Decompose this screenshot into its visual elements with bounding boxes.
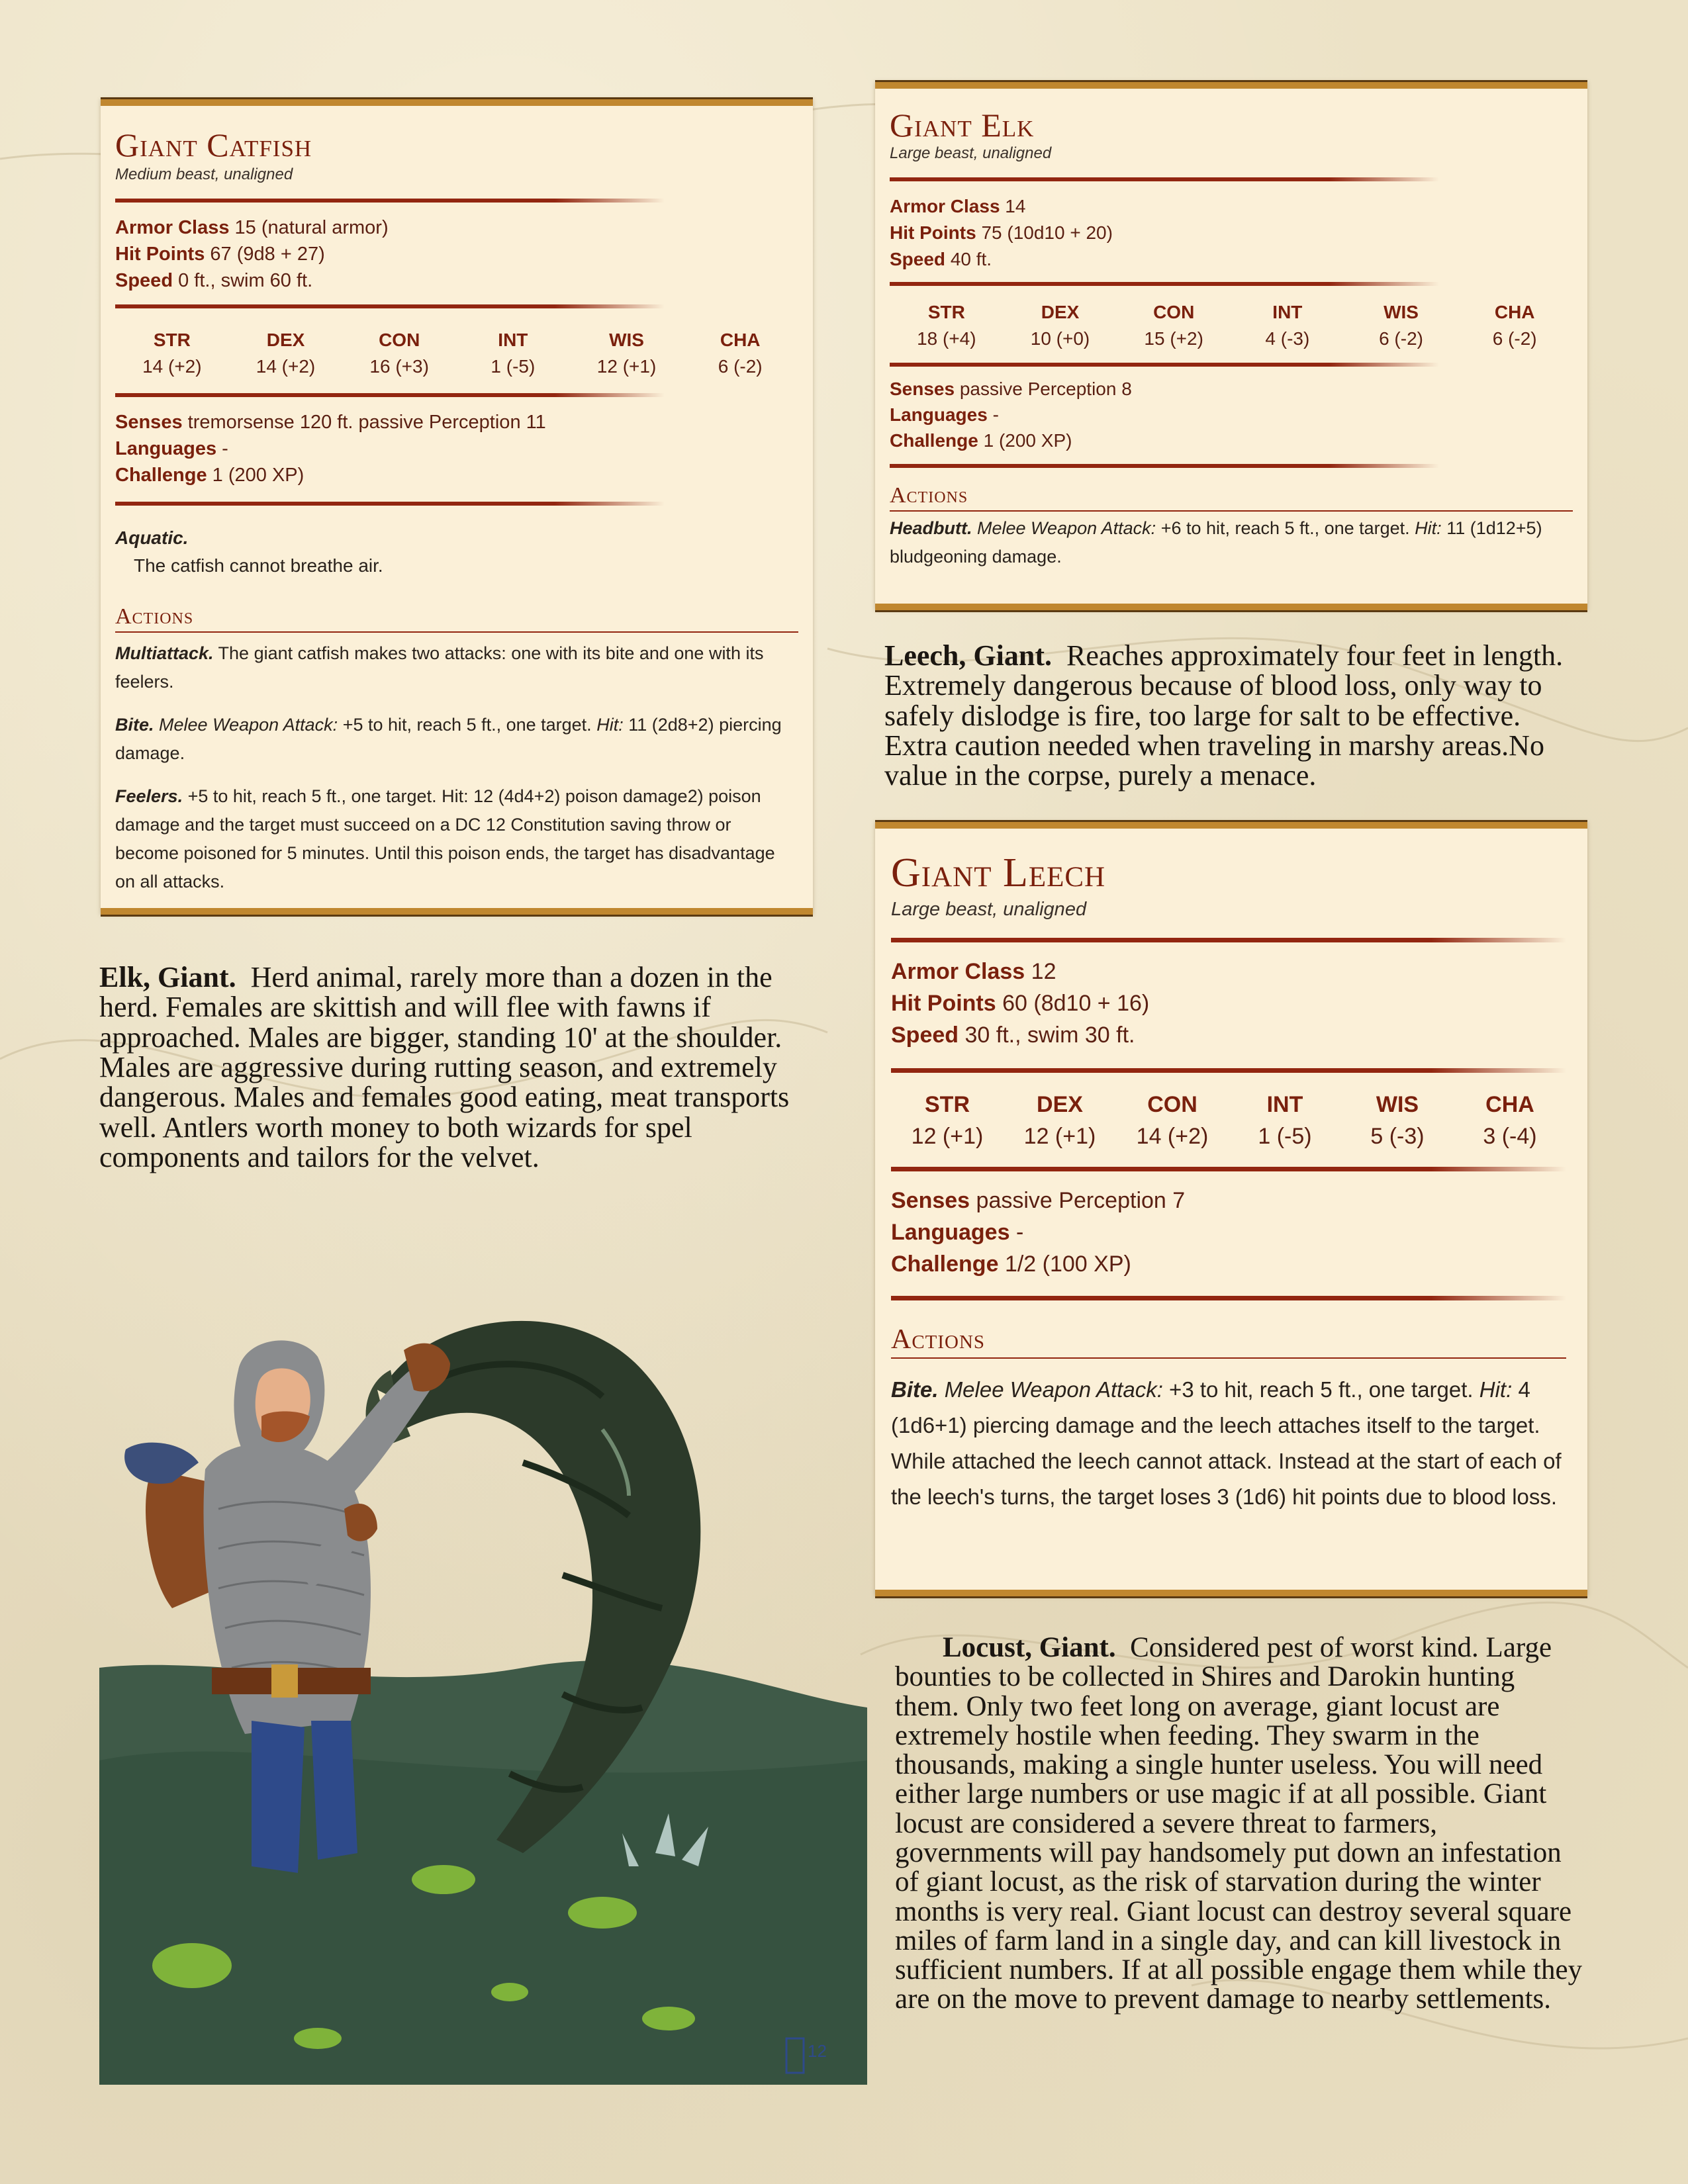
lore-leech-text: Reaches approximately four feet in length. Extremely dangerous because of blood loss, only way to safely dislodge is fire, too large for salt to be effective. Extra caution needed when traveling in marshy areas.No value in the corpse, purely a menace. [884,639,1564,792]
catfish-statblock [101,99,813,915]
divider [890,282,1439,286]
divider [115,393,665,397]
leech-name: Giant Leech [891,850,1106,895]
catfish-trait-name: Aquatic. [115,527,189,548]
leech-challenge: Challenge 1/2 (100 XP) [891,1251,1131,1277]
ability-con: CON 16 (+3) [369,330,429,377]
elk-languages: Languages - [890,404,999,425]
catfish-ability-scores [115,327,797,380]
ability-dex: DEX 10 (+0) [1030,302,1090,349]
divider [891,1068,1566,1073]
lore-elk-text: Herd animal, rarely more than a dozen in the herd. Females are skittish and will flee with fawns if approached. Males are bigger, standing 10' at the shoulder. Males are aggressive during rutting season, and extremely dangerous. Males and females good eating, meat transports well. Antlers worth money to both wizards for spel components and tailors for the velvet. [99,961,790,1173]
catfish-bite: Bite. Melee Weapon Attack: +5 to hit, reach 5 ft., one target. Hit: 11 (2d8+2) piercing damage. [115,715,782,763]
divider [115,304,665,308]
lore-elk [99,962,814,1172]
ability-wis: WIS 6 (-2) [1379,302,1423,349]
divider [891,1296,1566,1300]
ability-cha: CHA 3 (-4) [1483,1092,1537,1149]
ability-dex: DEX 14 (+2) [256,330,316,377]
catfish-speed: Speed 0 ft., swim 60 ft. [115,270,313,291]
catfish-trait-text: The catfish cannot breathe air. [134,555,383,576]
catfish-feelers: Feelers. +5 to hit, reach 5 ft., one target. Hit: 12 (4d4+2) poison damage2) poison damage and the target must succeed on a DC 12 Constitution saving throw or become poisoned for 5 minutes. Until this poison ends, the target has disadvantage on all attacks. [115,786,775,891]
elk-statblock [875,82,1587,610]
leech-speed: Speed 30 ft., swim 30 ft. [891,1023,1135,1048]
divider [890,177,1439,181]
leech-languages: Languages - [891,1220,1024,1245]
elk-actions-header: Actions [890,481,1573,512]
catfish-name: Giant Catfish [115,126,312,163]
svg-text:12: 12 [808,2041,827,2061]
elk-ability-scores [890,299,1571,352]
ability-dex: DEX 12 (+1) [1023,1092,1096,1149]
ability-str: STR 18 (+4) [917,302,976,349]
ability-wis: WIS 12 (+1) [596,330,657,377]
ability-str: STR 12 (+1) [911,1092,984,1149]
divider [891,938,1566,942]
lore-leech [884,641,1586,791]
divider [115,502,665,506]
catfish-senses: Senses tremorsense 120 ft. passive Perception 11 [115,412,546,433]
divider [891,1167,1566,1171]
ability-str: STR 14 (+2) [142,330,202,377]
leech-hit-points: Hit Points 60 (8d10 + 16) [891,991,1150,1016]
ability-cha: CHA 6 (-2) [1492,302,1537,349]
ability-int: INT 1 (-5) [1258,1092,1312,1149]
lore-locust [895,1633,1583,2015]
ability-int: INT 1 (-5) [491,330,536,377]
leech-statblock [875,822,1587,1596]
lore-locust-title: Locust, Giant. [943,1632,1116,1663]
elk-senses: Senses passive Perception 8 [890,379,1132,399]
divider [890,464,1439,468]
elk-headbutt: Headbutt. Melee Weapon Attack: +6 to hit, reach 5 ft., one target. Hit: 11 (1d12+5) bludgeoning damage. [890,518,1542,567]
leech-actions-header: Actions [891,1322,1566,1359]
catfish-challenge: Challenge 1 (200 XP) [115,465,305,486]
lore-elk-title: Elk, Giant. [99,961,236,993]
elk-name: Giant Elk [890,107,1035,144]
dwarf-vs-giant-leech-illustration [99,1297,867,2085]
lore-locust-text: Considered pest of worst kind. Large bounties to be collected in Shires and Darokin hunting them. Only two feet long on average, giant locust are extremely hostile when feeding. They swarm in the thousands, making a single hunter useless. You will need either large numbers or use magic if at all possible. Giant locust are considered a severe threat to farmers, governments will pay handsomely put down an infestation of giant locust, as the risk of starvation during the winter months is very real. Giant locust can destroy several square miles of farm land in a single day, and can kill livestock in sufficient numbers. If at all possible engage them while they are on the move to prevent damage to nearby settlements. [895,1632,1583,2015]
ability-con: CON 14 (+2) [1136,1092,1209,1149]
leech-armor-class: Armor Class 12 [891,959,1056,984]
catfish-actions-header: Actions [115,602,798,633]
elk-type: Large beast, unaligned [890,144,1052,162]
leech-bite: Bite. Melee Weapon Attack: +3 to hit, reach 5 ft., one target. Hit: 4 (1d6+1) piercing damage and the leech attaches itself to the target. While attached the leech cannot attack. Instead at the start of each of the leech's turns, the target loses 3 (1d6) hit points due to blood loss. [891,1377,1562,1509]
ability-wis: WIS 5 (-3) [1370,1092,1425,1149]
lore-leech-title: Leech, Giant. [884,639,1052,672]
catfish-languages: Languages - [115,438,228,459]
leech-ability-scores [891,1089,1566,1152]
ability-cha: CHA 6 (-2) [718,330,763,377]
elk-speed: Speed 40 ft. [890,249,992,269]
catfish-multiattack: Multiattack. The giant catfish makes two attacks: one with its bite and one with its feelers. [115,643,764,692]
leech-senses: Senses passive Perception 7 [891,1188,1186,1213]
elk-hit-points: Hit Points 75 (10d10 + 20) [890,222,1113,243]
ability-con: CON 15 (+2) [1144,302,1203,349]
catfish-type: Medium beast, unaligned [115,165,293,183]
divider [890,363,1439,367]
leech-type: Large beast, unaligned [891,899,1087,920]
divider [115,199,665,203]
elk-armor-class: Armor Class 14 [890,196,1026,216]
catfish-armor-class: Armor Class 15 (natural armor) [115,217,389,238]
catfish-hit-points: Hit Points 67 (9d8 + 27) [115,244,325,265]
elk-challenge: Challenge 1 (200 XP) [890,430,1072,451]
ability-int: INT 4 (-3) [1265,302,1310,349]
